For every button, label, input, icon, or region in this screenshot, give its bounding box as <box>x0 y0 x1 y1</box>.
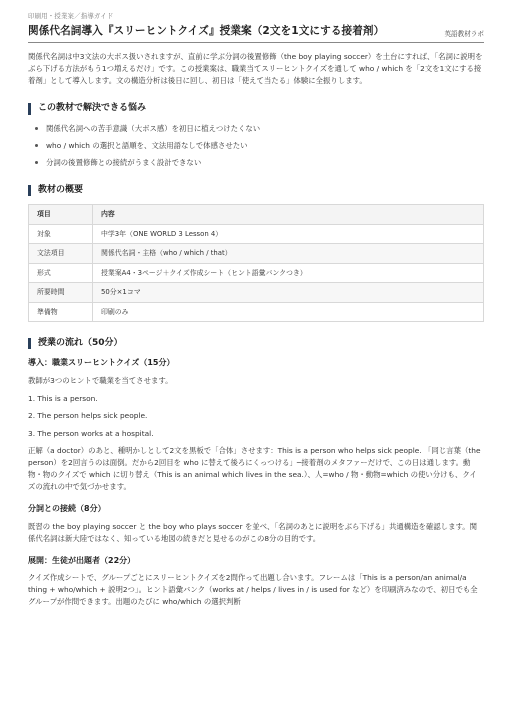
title-row <box>28 23 484 43</box>
table-row <box>29 283 484 303</box>
breadcrumb: 印刷用・授業案／指導ガイド <box>28 12 114 20</box>
table-header-row <box>29 205 484 225</box>
body-text: クイズ作成シートで、グループごとにスリーヒントクイズを2問作って出題し合います。フレームは「This is a person/an animal/a thing + who/which + 説明2つ」。ヒント語彙バンク（works at / helps / lives in / is used for など）を印刷済みなので、初日でも全グループが作問できます。出題のたびに who/which の選択判断 <box>28 572 478 606</box>
list-item: 関係代名詞への苦手意識（大ボス感）を初日に植えつけたくない <box>34 123 484 134</box>
body-text: 教師が3つのヒントで職業を当てさせます。 <box>28 375 173 385</box>
table-cell: 関係代名詞・主格（who / which / that） <box>93 244 484 264</box>
column-header: 項目 <box>29 205 93 225</box>
brand-name: 英語教材ラボ <box>444 30 484 39</box>
table-cell: 文法項目 <box>29 244 93 264</box>
section-heading-problems: この教材で解決できる悩み <box>28 103 484 114</box>
body-text: 既習の the boy playing soccer と the boy who plays soccer を並べ、「名詞のあとに説明をぶら下げる」共通構造を確認します。関係代名詞は新大陸ではなく、知っている地図の続きだと見せるのがこの8分の目的です。 <box>28 521 478 543</box>
table-cell: 中学3年（ONE WORLD 3 Lesson 4） <box>93 224 484 244</box>
overview-table <box>28 204 484 322</box>
table-cell: 形式 <box>29 263 93 283</box>
subsection-title: 導入：職業スリーヒントクイズ（15分） <box>28 358 175 368</box>
hint-item: 3. The person works at a hospital. <box>28 428 154 438</box>
page-title: 関係代名詞導入『スリーヒントクイズ』授業案（2文を1文にする接着剤） <box>28 24 385 37</box>
hint-item: 2. The person helps sick people. <box>28 411 148 421</box>
list-item: who / which の選択と語順を、文法用語なしで体感させたい <box>34 140 484 151</box>
subsection-title: 分詞との接続（8分） <box>28 504 106 514</box>
hint-item: 1. This is a person. <box>28 393 98 403</box>
table-cell: 準備物 <box>29 302 93 322</box>
table-row <box>29 244 484 264</box>
table-row <box>29 263 484 283</box>
subsection-title: 展開：生徒が出題者（22分） <box>28 555 136 565</box>
table-row <box>29 302 484 322</box>
table-cell: 所要時間 <box>29 283 93 303</box>
table-row <box>29 224 484 244</box>
table-cell: 授業案A4・3ページ＋クイズ作成シート（ヒント語彙バンクつき） <box>93 263 484 283</box>
table-cell: 印刷のみ <box>93 302 484 322</box>
section-heading-overview: 教材の概要 <box>28 185 484 196</box>
table-cell: 50分×1コマ <box>93 283 484 303</box>
list-item: 分詞の後置修飾との接続がうまく設計できない <box>34 157 484 168</box>
problem-list <box>34 123 484 169</box>
section-heading-flow: 授業の流れ（50分） <box>28 338 484 349</box>
body-text: 正解（a doctor）のあと、種明かしとして2文を黒板で「合体」させます：This is a person who helps sick people. 「同じ言葉（the person）を2回言うのは面倒。だから2回目を who に替えて後ろにくっつける」─接着剤のメタファーだけで、この日は通します。動物・物のクイズで which に切り替え（This is an animal which lives in the sea.）、人=who / 物・動物=which の使い分けも、クイズの流れの中で気づかせます。 <box>28 446 481 492</box>
hint-list <box>28 393 484 439</box>
column-header: 内容 <box>93 205 484 225</box>
table-cell: 対象 <box>29 224 93 244</box>
intro-paragraph: 関係代名詞は中3文法の大ボス扱いされますが、直前に学ぶ分詞の後置修飾（the boy playing soccer）を土台にすれば、「名詞に説明をぶら下げる方法がもう1つ増えるだけ」です。この授業案は、職業当てスリーヒントクイズを通して who / which を「2文を1文にする接着剤」として導入します。文の構造分析は後日に回し、初日は「使えて当たる」体験に全振りします。 <box>28 52 483 86</box>
